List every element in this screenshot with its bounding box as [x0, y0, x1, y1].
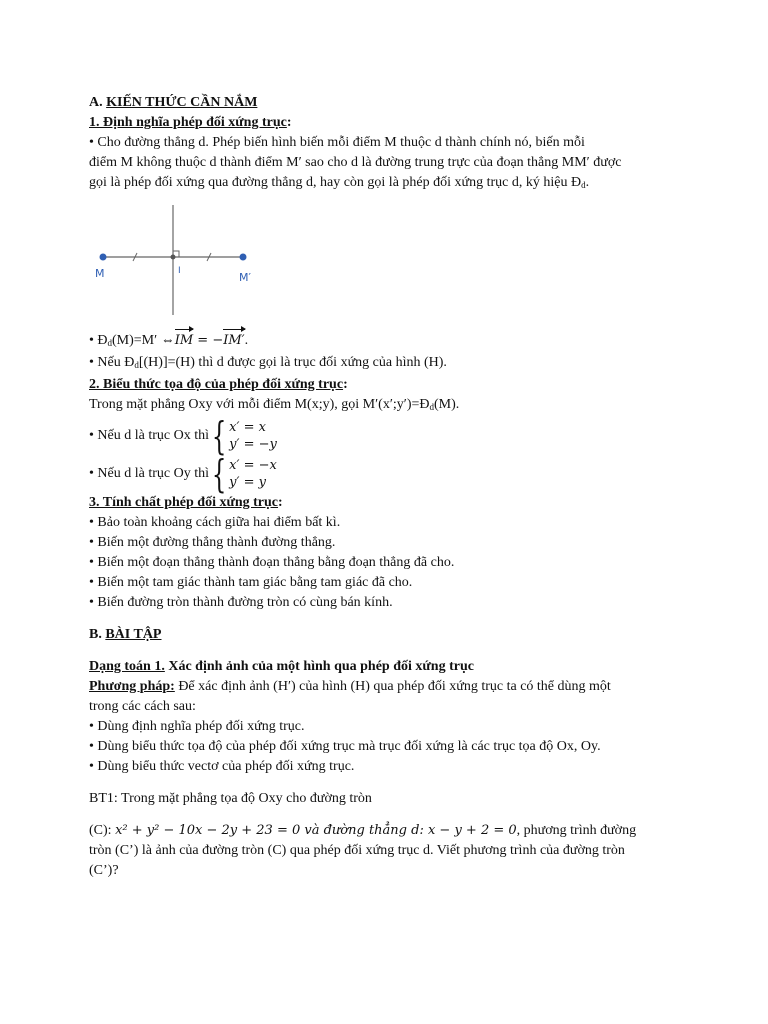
- property-1-sub: d: [107, 338, 113, 348]
- oy-formula-label: • Nếu d là trục Oy thì: [89, 466, 209, 481]
- ox-system: [209, 414, 277, 458]
- coordinate-heading: [89, 375, 689, 395]
- exercise-line-3: tròn (C’) là ảnh của đường tròn (C) qua phép đối xứng trục d. Viết phương trình của đường tròn: [89, 843, 625, 858]
- definition-line-1: • Cho đường thẳng d. Phép biến hình biến mỗi điểm M thuộc d thành chính nó, biến mỗi: [89, 135, 585, 150]
- nature-item: • Biến một đường thẳng thành đường thẳng.: [89, 535, 336, 550]
- nature-heading-colon: :: [278, 495, 283, 510]
- nature-item: • Biến một tam giác thành tam giác bằng tam giác đã cho.: [89, 575, 413, 590]
- property-1-a: • Đ: [89, 333, 108, 348]
- method-text-1: Để xác định ảnh (H′) của hình (H) qua phép đối xứng trục ta có thể dùng một: [174, 679, 611, 694]
- method-item: • Dùng định nghĩa phép đối xứng trục.: [89, 719, 305, 734]
- coordinate-intro-a: Trong mặt phẳng Oxy với mỗi điểm M(x;y), gọi M′(x′;y′)=Đ: [89, 397, 430, 412]
- nature-heading: [89, 493, 689, 513]
- exercise-line-1: BT1: Trong mặt phẳng tọa độ Oxy cho đường tròn: [89, 791, 372, 806]
- section-b-letter: B.: [89, 627, 106, 642]
- property-2-a: • Nếu Đ: [89, 355, 135, 370]
- document-content: [89, 93, 689, 881]
- property-1-end: .: [244, 333, 249, 348]
- ox-formula-label: • Nếu d là trục Ox thì: [89, 428, 209, 443]
- type1-title: Xác định ảnh của một hình qua phép đối xứng trục: [164, 659, 474, 674]
- definition-line-3-end: .: [585, 175, 590, 190]
- definition-line-3: [89, 173, 689, 195]
- ox-equation-1: x′ = x: [229, 420, 266, 435]
- definition-line-3-sub: d: [581, 180, 586, 190]
- section-a-letter: A.: [89, 95, 107, 110]
- definition-heading: [89, 113, 689, 133]
- type1-heading: [89, 657, 689, 677]
- method-label: Phương pháp:: [89, 679, 175, 694]
- coordinate-intro-sub: d: [429, 402, 435, 412]
- point-m: [100, 254, 107, 261]
- coordinate-heading-colon: :: [343, 377, 348, 392]
- method-line-2: trong các cách sau:: [89, 699, 196, 714]
- method-item: • Dùng biểu thức vectơ của phép đối xứng trục.: [89, 759, 355, 774]
- nature-heading-text: 3. Tính chất phép đối xứng trục: [89, 495, 279, 510]
- exercise-line-2-tail: , phương trình đường: [516, 823, 637, 838]
- definition-heading-text: 1. Định nghĩa phép đối xứng trục: [89, 115, 287, 130]
- property-2-b: [(H)]=(H) thì d được gọi là trục đối xứng của hình (H).: [138, 355, 447, 370]
- exercise-circle-label: (C):: [89, 823, 116, 838]
- label-m: M: [95, 267, 105, 280]
- oy-equation-1: x′ = −x: [229, 458, 277, 473]
- method-line-1: [89, 677, 689, 697]
- exercise-line-4: (C’)?: [89, 863, 119, 878]
- exercise-equation: x² + y² − 10x − 2y + 23 = 0 và đường thẳng d: x − y + 2 = 0: [115, 823, 517, 838]
- point-i: [171, 255, 176, 260]
- property-2-sub: d: [134, 360, 139, 370]
- section-a-heading: [89, 93, 689, 113]
- oy-brace-icon: {: [211, 452, 227, 496]
- property-line-1: [89, 331, 689, 353]
- section-b-heading: [89, 625, 689, 645]
- ox-brace-icon: {: [211, 414, 227, 458]
- oy-equation-2: y′ = y: [229, 475, 266, 490]
- coordinate-heading-text: 2. Biểu thức tọa độ của phép đối xứng trục: [89, 377, 344, 392]
- ox-formula-row: [89, 414, 689, 458]
- nature-item: • Biến một đoạn thẳng thành đoạn thẳng bằng đoạn thẳng đã cho.: [89, 555, 455, 570]
- section-b-title: BÀI TẬP: [105, 627, 162, 642]
- section-a-title: KIẾN THỨC CẦN NẮM: [106, 95, 258, 110]
- coordinate-intro: [89, 395, 689, 417]
- ox-equation-2: y′ = −y: [229, 437, 277, 452]
- vector-im2: IM′: [223, 331, 244, 351]
- coordinate-intro-b: (M).: [434, 397, 460, 412]
- definition-line-3-text: gọi là phép đối xứng qua đường thẳng d, hay còn gọi là phép đối xứng trục d, ký hiệu Đ: [89, 175, 582, 190]
- nature-item: • Bảo toàn khoảng cách giữa hai điểm bất kì.: [89, 515, 341, 530]
- property-line-2: [89, 353, 689, 375]
- type1-label: Dạng toán 1.: [89, 659, 165, 674]
- definition-heading-colon: :: [286, 115, 292, 130]
- symmetry-figure: [89, 199, 689, 331]
- method-item: • Dùng biểu thức tọa độ của phép đối xứng trục mà trục đối xứng là các trục tọa độ Ox, Oy.: [89, 739, 601, 754]
- definition-line-2: điểm M không thuộc d thành điểm M′ sao cho d là đường trung trực của đoạn thẳng MM′ được: [89, 155, 622, 170]
- oy-system: [209, 452, 277, 496]
- property-1-mid: = −: [193, 333, 224, 348]
- exercise-line-2: [89, 821, 689, 841]
- oy-formula-row: [89, 452, 689, 496]
- symmetry-diagram: [89, 199, 289, 329]
- point-m2: [240, 254, 247, 261]
- label-i: I: [178, 266, 181, 276]
- label-m2: M′: [239, 271, 251, 284]
- property-1-b: (M)=M′ ⇔: [112, 333, 175, 348]
- nature-item: • Biến đường tròn thành đường tròn có cùng bán kính.: [89, 595, 393, 610]
- vector-im: IM: [175, 331, 193, 351]
